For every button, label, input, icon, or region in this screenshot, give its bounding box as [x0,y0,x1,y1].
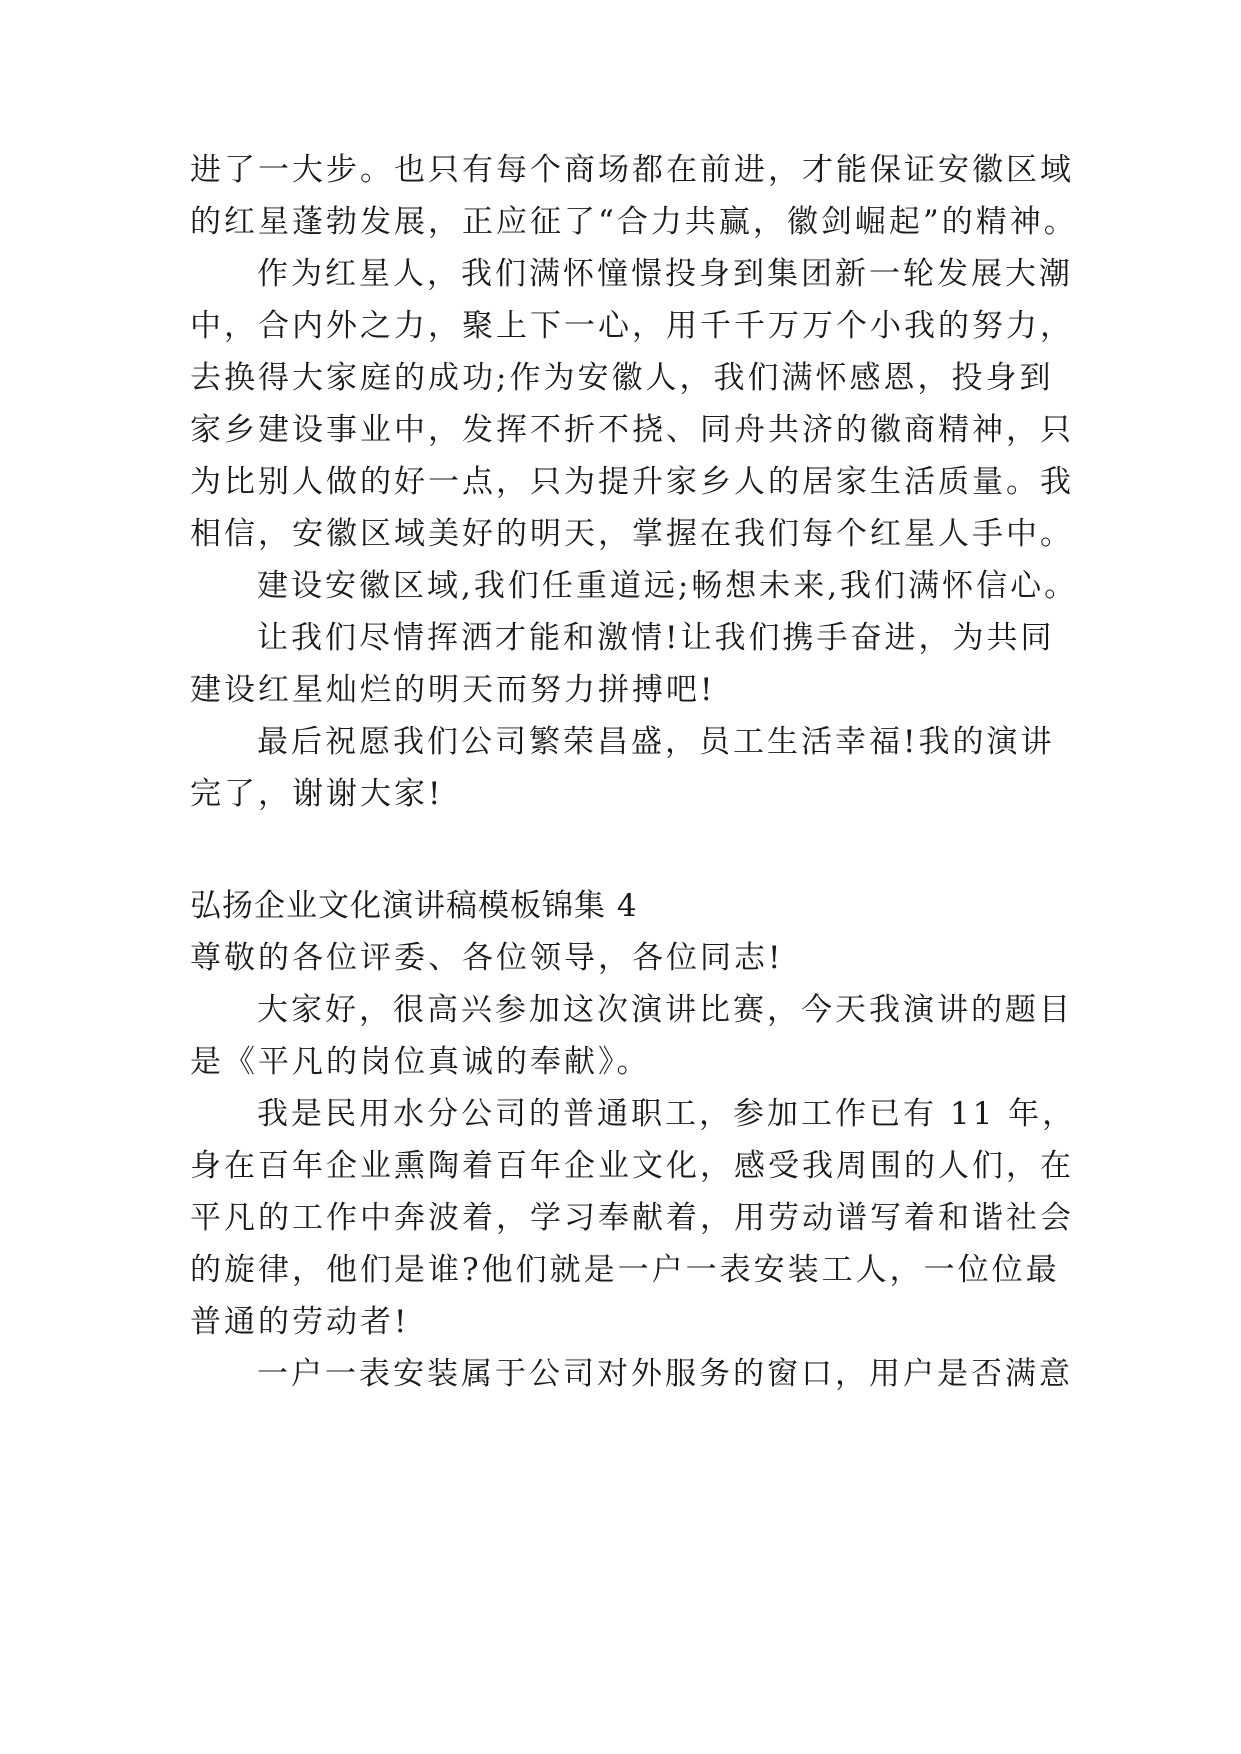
salutation-line: 尊敬的各位评委、各位领导，各位同志! [190,940,784,976]
paragraph-line: 建设红星灿烂的明天而努力拼搏吧! [190,672,716,708]
paragraph-line: 中，合内外之力，聚上下一心，用千千万万个小我的努力， [190,308,1074,344]
paragraph-line: 完了，谢谢大家! [190,776,444,812]
paragraph-line: 是《平凡的岗位真诚的奉献》。 [190,1044,651,1080]
section-title: 弘扬企业文化演讲稿模板锦集 4 [190,888,638,924]
paragraph-line: 为比别人做的好一点，只为提升家乡人的居家生活质量。我 [190,464,1074,500]
paragraph-line: 相信，安徽区域美好的明天，掌握在我们每个红星人手中。 [190,516,1074,552]
paragraph-line: 我是民用水分公司的普通职工，参加工作已有 11 年， [257,1096,1077,1132]
paragraph-line: 的红星蓬勃发展，正应征了“合力共赢，徽剑崛起”的精神。 [190,204,1078,240]
paragraph-line: 最后祝愿我们公司繁荣昌盛，员工生活幸福!我的演讲 [257,724,1055,760]
paragraph-line: 家乡建设事业中，发挥不折不挠、同舟共济的徽商精神，只 [190,412,1074,448]
paragraph-line: 进了一大步。也只有每个商场都在前进，才能保证安徽区域 [190,152,1074,188]
paragraph-line: 平凡的工作中奔波着，学习奉献着，用劳动谱写着和谐社会 [190,1200,1074,1236]
paragraph-line: 去换得大家庭的成功;作为安徽人，我们满怀感恩，投身到 [190,360,1054,396]
paragraph-line: 作为红星人，我们满怀憧憬投身到集团新一轮发展大潮 [257,256,1073,292]
paragraph-line: 建设安徽区域,我们任重道远;畅想未来,我们满怀信心。 [257,568,1079,604]
paragraph-line: 的旋律，他们是谁?他们就是一户一表安装工人，一位位最 [190,1252,1060,1288]
paragraph-line: 普通的劳动者! [190,1304,410,1340]
paragraph-line: 让我们尽情挥洒才能和激情!让我们携手奋进，为共同 [257,620,1055,656]
paragraph-line: 大家好，很高兴参加这次演讲比赛，今天我演讲的题目 [257,992,1073,1028]
paragraph-line: 一户一表安装属于公司对外服务的窗口，用户是否满意 [257,1356,1073,1392]
paragraph-line: 身在百年企业熏陶着百年企业文化，感受我周围的人们，在 [190,1148,1074,1184]
